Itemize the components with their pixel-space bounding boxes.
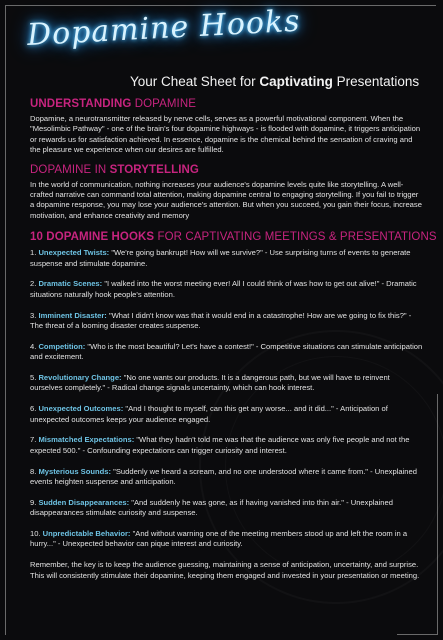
hook-number: 8. — [30, 466, 39, 476]
hook-number: 6. — [30, 404, 39, 414]
heading-hooks-light: FOR CAPTIVATING MEETINGS & PRESENTATIONS — [154, 231, 437, 244]
heading-hooks-bold: 10 DOPAMINE HOOKS — [30, 231, 155, 244]
hook-number: 2. — [30, 279, 39, 289]
hook-number: 3. — [30, 310, 39, 320]
hook-keyword: Dramatic Scenes: — [38, 279, 103, 289]
hook-item — [30, 498, 424, 519]
frame-corner-bottom-left — [5, 605, 12, 635]
hook-keyword: Imminent Disaster: — [38, 310, 107, 320]
hook-item — [30, 373, 424, 394]
hook-text: "What they hadn't told me was that the audience was only five people and not the expected 500." - Confounding expectations can trigger curiosity and interest. — [30, 435, 410, 455]
heading-storytelling-bold: STORYTELLING — [109, 163, 199, 176]
hook-text: "No one wants our products. It is a dangerous path, but we will have to reinvent ourselves completely." - Radical change signals uncertainty, which can hook interest. — [30, 373, 390, 393]
hook-keyword: Competition: — [38, 341, 86, 351]
hook-keyword: Unexpected Twists: — [38, 248, 110, 258]
subtitle-pre: Your Cheat Sheet for — [130, 74, 260, 89]
heading-understanding-light: DOPAMINE — [131, 98, 196, 110]
heading-understanding — [30, 98, 424, 110]
hook-text: "Suddenly we heard a scream, and no one understood where it came from." - Unexplained events heighten suspense and anticipation. — [30, 466, 417, 487]
hook-item — [30, 467, 424, 488]
hook-text: "And I thought to myself, can this get any worse... and it did..." - Anticipation of unexpected outcomes keeps your audience engaged. — [30, 404, 388, 424]
hook-number: 1. — [30, 248, 39, 258]
hook-number: 7. — [30, 435, 39, 445]
hook-text: "And suddenly he was gone, as if having vanished into thin air." - Unexplained disappearances stimulate curiosity and suspense. — [30, 497, 393, 518]
heading-understanding-bold: UNDERSTANDING — [30, 98, 132, 110]
subtitle-bold: Captivating — [259, 74, 333, 89]
hook-item — [30, 279, 424, 300]
hook-item — [30, 342, 424, 363]
hook-item — [30, 529, 424, 550]
hook-keyword: Mismatched Expectations: — [38, 435, 135, 445]
hook-item — [30, 248, 424, 269]
hook-text: "And without warning one of the meeting members stood up and left the room in a hurry..." - Unexpected behavior can pique interest and curiosity. — [30, 529, 408, 549]
hook-number: 4. — [30, 341, 39, 351]
hook-item — [30, 404, 424, 425]
hook-keyword: Mysterious Sounds: — [38, 466, 112, 476]
neon-title — [26, 3, 302, 76]
hook-keyword: Revolutionary Change: — [38, 373, 122, 383]
hook-text: "I walked into the worst meeting ever! All I could think of was how to get out alive!" - Dramatic situations naturally hook people's attention. — [30, 279, 417, 299]
closing-paragraph: Remember, the key is to keep the audience guessing, maintaining a sense of anticipation, uncertainty, and surprise. This will consistently stimulate their dopamine, keeping them engaged and invested in your presentation or meeting. — [30, 560, 420, 580]
subtitle — [130, 74, 419, 89]
hook-number: 10. — [30, 529, 43, 539]
content — [30, 98, 437, 581]
hook-keyword: Sudden Disappearances: — [38, 497, 130, 507]
hook-number: 9. — [30, 497, 39, 507]
subtitle-post: Presentations — [332, 74, 420, 89]
hook-text: "We're going bankrupt! How will we survive?" - Use surprising turns of events to generate suspense and stimulate dopamine. — [30, 248, 411, 268]
hook-text: "Who is the most beautiful? Let's have a contest!" - Competitive situations can stimulate anticipation and excitement. — [30, 341, 423, 362]
hook-text: "What I didn't know was that it would end in a catastrophe! How are we going to fix this?" - The threat of a looming disaster creates suspense. — [30, 310, 412, 331]
paragraph-storytelling: In the world of communication, nothing increases your audience's dopamine levels quite like storytelling. A well-crafted narrative can command total attention, making dopamine central to engaging storytelling. If you fail to trigger a dopamine response, you may lose your audience's attention. But when you succeed, you gain their focus, increase motivation, and enhance creativity and memory — [30, 179, 422, 220]
hook-keyword: Unpredictable Behavior: — [42, 529, 131, 539]
heading-hooks — [30, 231, 437, 244]
hook-keyword: Unexpected Outcomes: — [38, 404, 124, 414]
hook-item — [30, 311, 424, 332]
heading-storytelling — [30, 164, 424, 176]
hook-number: 5. — [30, 373, 39, 383]
paragraph-understanding: Dopamine, a neurotransmitter released by nerve cells, serves as a powerful motivational component. When the "Mesolimbic Pathway" - one of the brain's four dopamine highways - is flooded with dopamine, it triggers anticipation or rewards us for satisfaction achieved. In essence, dopamine is the chemical behind the sensation of craving and the pleasure we experience when our desires are fulfilled. — [30, 114, 421, 155]
heading-storytelling-light: DOPAMINE IN — [30, 163, 110, 176]
title-text: Dopamine Hooks — [26, 3, 302, 53]
hook-item — [30, 435, 424, 456]
